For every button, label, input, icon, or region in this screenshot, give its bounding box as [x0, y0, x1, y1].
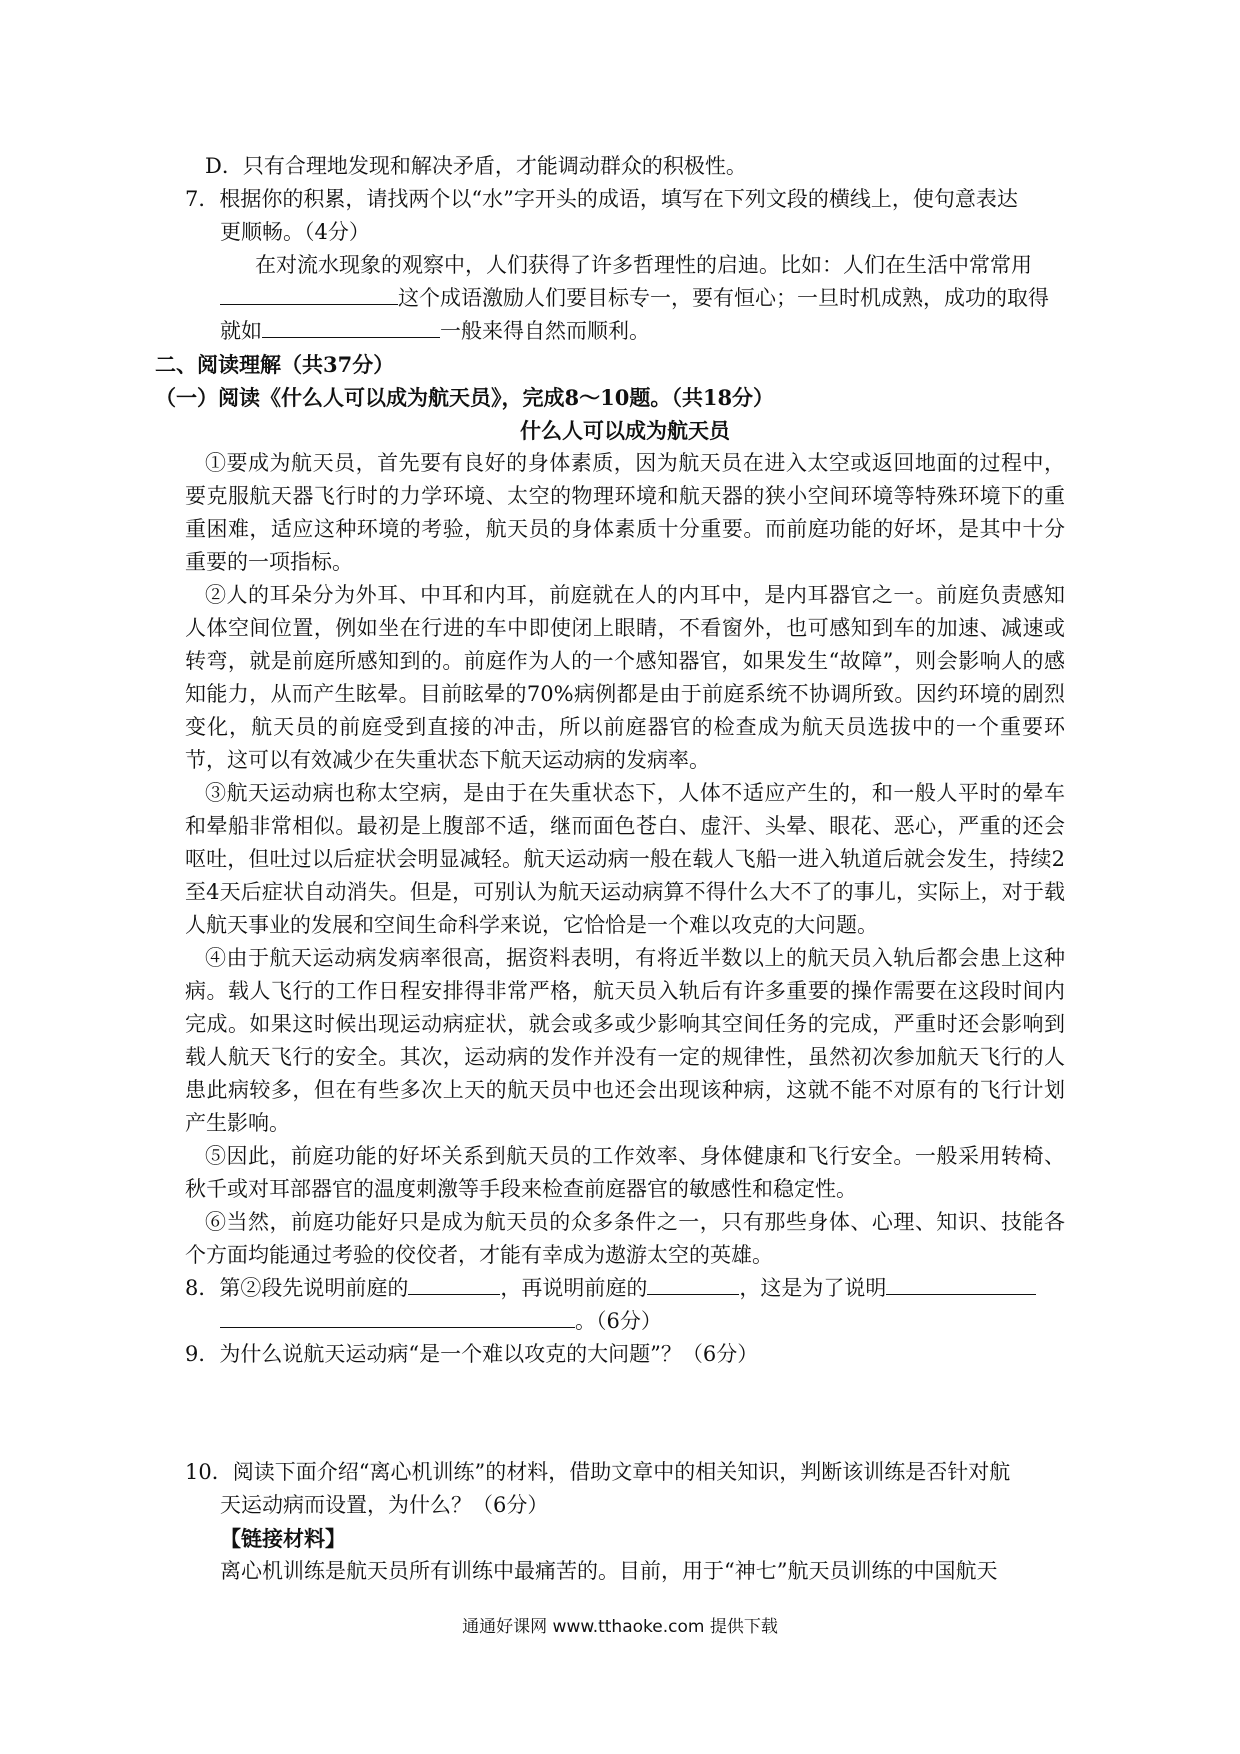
article-body [185, 447, 1065, 1272]
part-1-heading: （一）阅读《什么人可以成为航天员》，完成8～10题。（共18分） [155, 385, 775, 410]
q9-answer-space[interactable] [185, 1371, 1065, 1456]
q7-text-line3-before: 就如 [220, 319, 262, 343]
page-content [155, 150, 1065, 1588]
q8-part-a: 8．第②段先说明前庭的 [185, 1276, 409, 1300]
page-footer: 通通好课网 www.tthaoke.com 提供下载 [462, 1617, 778, 1637]
q7-prompt-line2: 更顺畅。（4分） [220, 220, 370, 244]
article-paragraph-2: ②人的耳朵分为外耳、中耳和内耳，前庭就在人的内耳中，是内耳器官之一。前庭负责感知人体空间位置，例如坐在行进的车中即使闭上眼睛，不看窗外，也可感知到车的加速、减速或转弯，就是前庭所感知到的。前庭作为人的一个感知器官，如果发生“故障”，则会影响人的感知能力，从而产生眩晕。目前眩晕的70%病例都是由于前庭系统不协调所致。因约环境的剧烈变化，航天员的前庭受到直接的冲击，所以前庭器官的检查成为航天员选拔中的一个重要环节，这可以有效减少在失重状态下航天运动病的发病率。 [185, 583, 1065, 772]
q8-blank-3[interactable] [886, 1274, 1036, 1295]
q7-text-line3 [185, 315, 1065, 348]
article-paragraph-4: ④由于航天运动病发病率很高，据资料表明，有将近半数以上的航天员入轨后都会患上这种病。载人飞行的工作日程安排得非常严格，航天员入轨后有许多重要的操作需要在这段时间内完成。如果这时候出现运动病症状，就会或多或少影响其空间任务的完成，严重时还会影响到载人航天飞行的安全。其次，运动病的发作并没有一定的规律性，虽然初次参加航天飞行的人患此病较多，但在有些多次上天的航天员中也还会出现该种病，这就不能不对原有的飞行计划产生影响。 [185, 946, 1065, 1135]
question-7 [185, 183, 1065, 348]
article-paragraph-3: ③航天运动病也称太空病，是由于在失重状态下，人体不适应产生的，和一般人平时的晕车和晕船非常相似。最初是上腹部不适，继而面色苍白、虚汗、头晕、眼花、恶心，严重的还会呕吐，但吐过以后症状会明显减轻。航天运动病一般在载人飞船一进入轨道后就会发生，持续2至4天后症状自动消失。但是，可别认为航天运动病算不得什么大不了的事儿，实际上，对于载人航天事业的发展和空间生命科学来说，它恰恰是一个难以攻克的大问题。 [185, 781, 1065, 937]
link-material-label: 【链接材料】 [220, 1526, 346, 1551]
question-8 [185, 1272, 1065, 1338]
q8-blank-2[interactable] [647, 1274, 739, 1295]
q7-prompt-line1: 7．根据你的积累，请找两个以“水”字开头的成语，填写在下列文段的横线上，使句意表达 [185, 187, 1018, 211]
section-2-heading: 二、阅读理解（共37分） [155, 352, 395, 377]
q10-line2: 天运动病而设置，为什么？（6分） [220, 1493, 549, 1517]
q7-text-line3-after: 一般来得自然而顺利。 [440, 319, 650, 343]
q8-blank-3-continued[interactable] [220, 1307, 575, 1328]
question-10 [185, 1456, 1065, 1588]
q8-part-b: ，再说明前庭的 [500, 1276, 648, 1300]
article-paragraph-6: ⑥当然，前庭功能好只是成为航天员的众多条件之一，只有那些身体、心理、知识、技能各个方面均能通过考验的佼佼者，才能有幸成为遨游太空的英雄。 [185, 1210, 1065, 1267]
article-paragraph-1: ①要成为航天员，首先要有良好的身体素质，因为航天员在进入太空或返回地面的过程中，要克服航天器飞行时的力学环境、太空的物理环境和航天器的狭小空间环境等特殊环境下的重重困难，适应这种环境的考验，航天员的身体素质十分重要。而前庭功能的好坏，是其中十分重要的一项指标。 [185, 451, 1065, 574]
article-title: 什么人可以成为航天员 [520, 418, 730, 443]
article-paragraph-5: ⑤因此，前庭功能的好坏关系到航天员的工作效率、身体健康和飞行安全。一般采用转椅、秋千或对耳部器官的温度刺激等手段来检查前庭器官的敏感性和稳定性。 [185, 1144, 1065, 1201]
q8-line2-text: 。（6分） [575, 1309, 662, 1333]
q7-blank-1[interactable] [220, 284, 398, 305]
q8-part-c: ，这是为了说明 [739, 1276, 887, 1300]
q8-line2 [185, 1305, 1065, 1338]
q7-text-line2-text: 这个成语激励人们要目标专一，要有恒心；一旦时机成熟，成功的取得 [398, 286, 1049, 310]
q6-option-d: D．只有合理地发现和解决矛盾，才能调动群众的积极性。 [205, 154, 747, 178]
question-9: 9．为什么说航天运动病“是一个难以攻克的大问题”？（6分） [185, 1342, 759, 1366]
q7-text-line2 [185, 282, 1065, 315]
q10-line1: 10．阅读下面介绍“离心机训练”的材料，借助文章中的相关知识，判断该训练是否针对航 [185, 1460, 1011, 1484]
link-material-text: 离心机训练是航天员所有训练中最痛苦的。目前，用于“神七”航天员训练的中国航天 [220, 1559, 998, 1583]
q8-line1 [185, 1272, 1065, 1305]
q7-text-line1: 在对流水现象的观察中，人们获得了许多哲理性的启迪。比如：人们在生活中常常用 [255, 253, 1032, 277]
q7-blank-2[interactable] [262, 317, 440, 338]
q8-blank-1[interactable] [408, 1274, 500, 1295]
